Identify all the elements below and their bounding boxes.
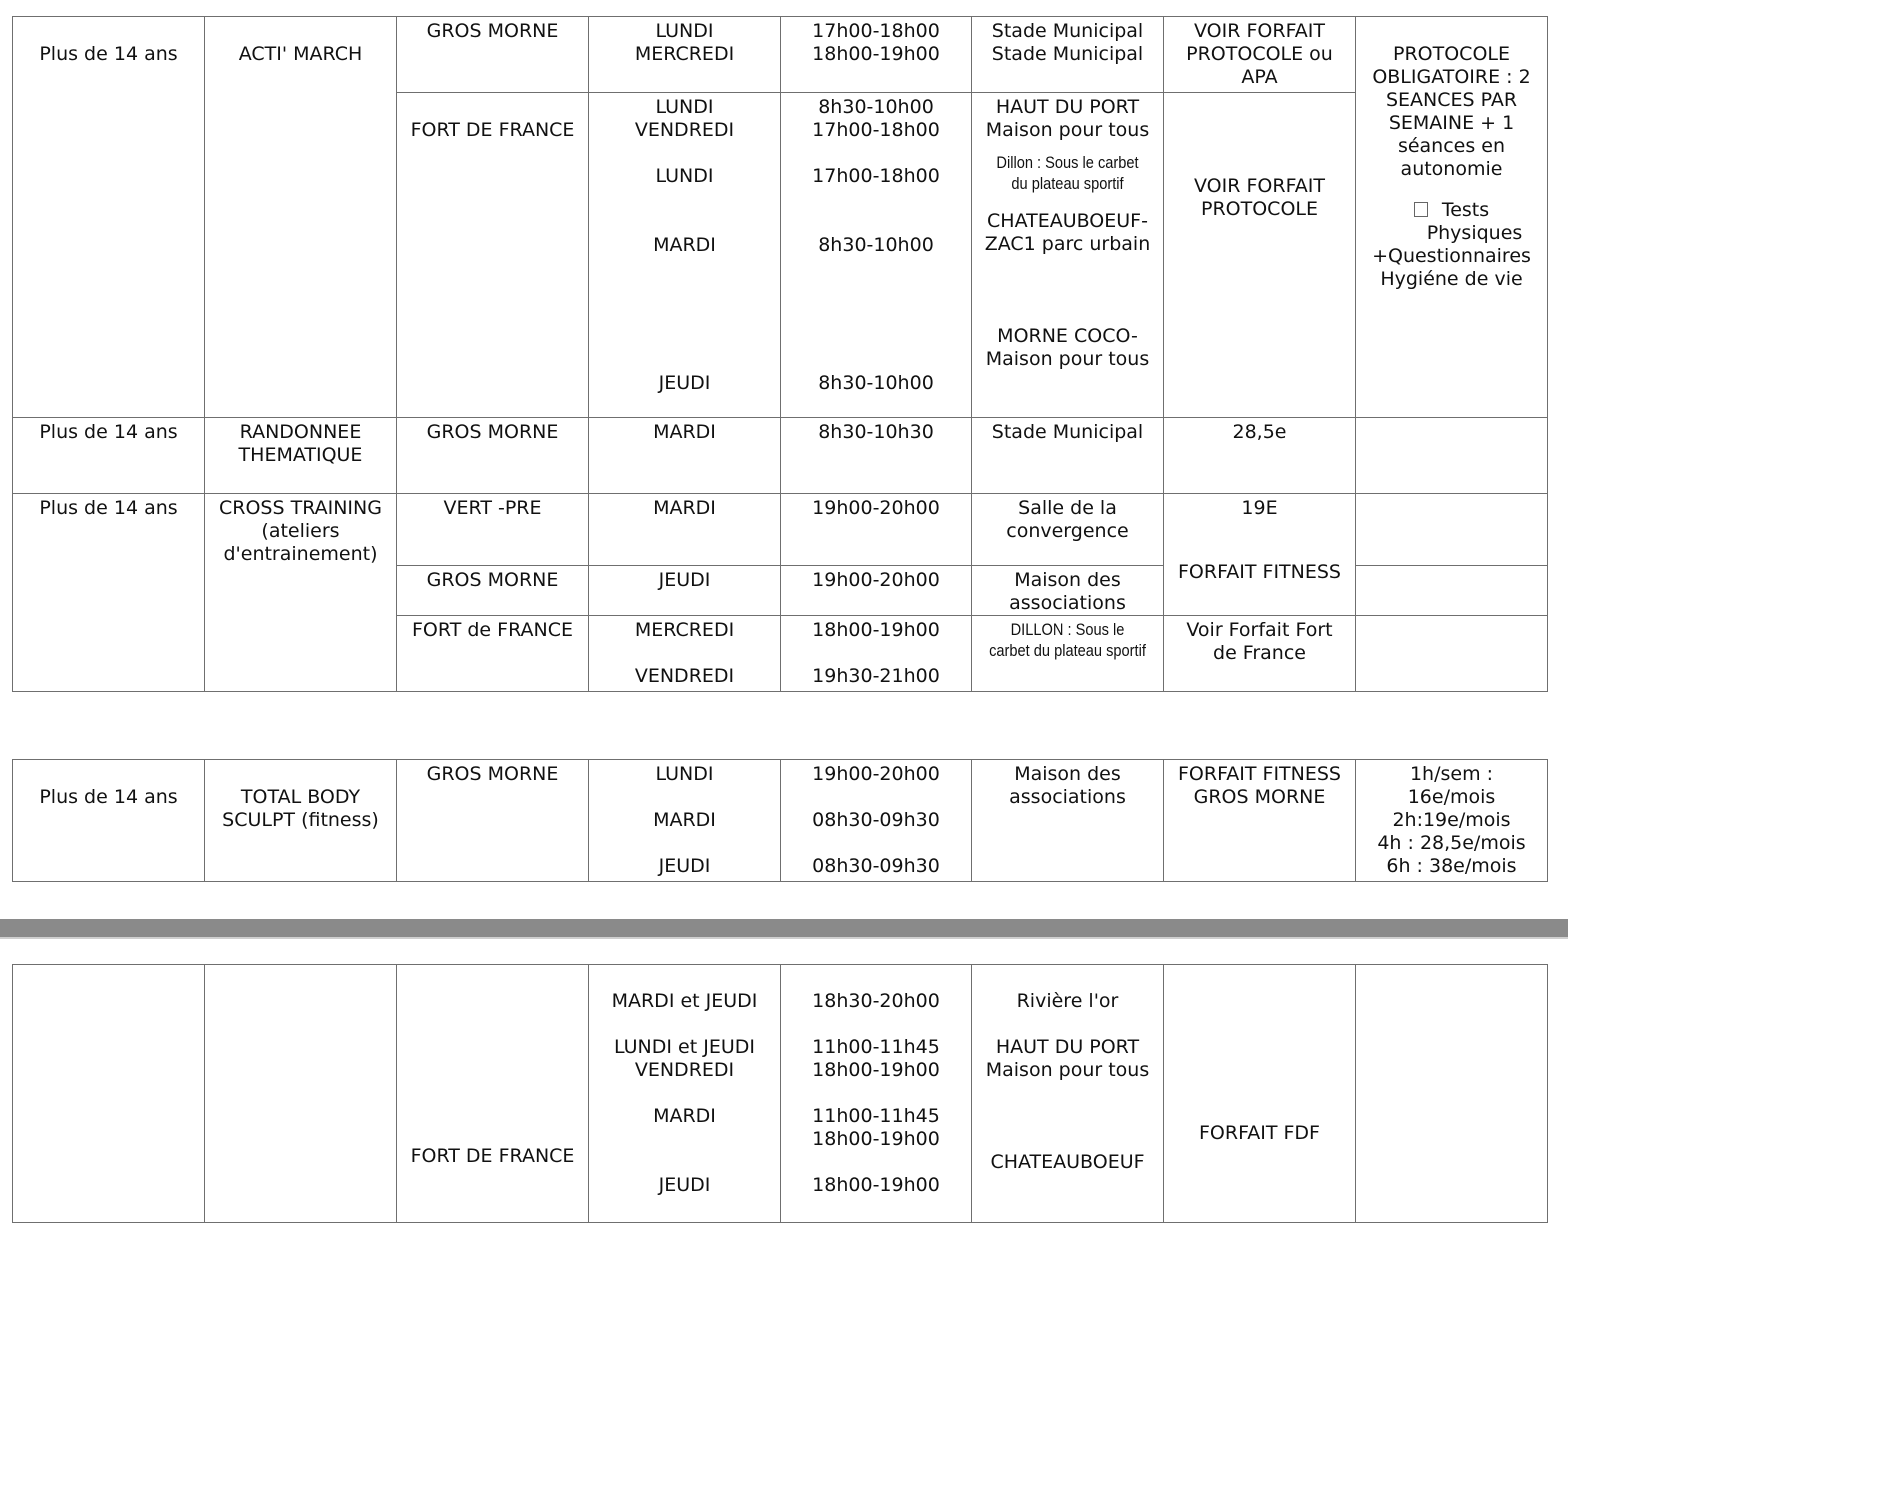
day-cell <box>589 17 781 93</box>
price-cell <box>1164 616 1356 692</box>
time-label: 8h30-10h00 <box>818 372 934 394</box>
schedule-table-1 <box>12 16 1548 692</box>
time-cell <box>781 418 972 494</box>
place-cell <box>972 93 1164 418</box>
activity-cell <box>205 17 397 418</box>
activity-cell <box>205 418 397 494</box>
notes-cell <box>1356 494 1548 566</box>
activity-cell <box>205 965 397 1223</box>
time-label: 19h00-20h00 <box>812 569 940 591</box>
activity-label: CROSS TRAINING <box>219 497 382 519</box>
city-cell <box>397 418 589 494</box>
place-label: ZAC1 parc urbain <box>984 233 1151 255</box>
time-label: 8h30-10h00 <box>818 234 934 256</box>
price-cell <box>1164 494 1356 616</box>
place-cell <box>972 965 1164 1223</box>
time-label: 08h30-09h30 <box>812 855 940 877</box>
place-label: Maison pour tous <box>985 348 1150 370</box>
day-label: MARDI <box>653 1105 716 1127</box>
city-label: FORT DE FRANCE <box>410 119 575 141</box>
city-label: FORT de FRANCE <box>412 619 573 641</box>
price-cell <box>1164 418 1356 494</box>
place-label: Stade Municipal <box>991 421 1144 443</box>
place-label: Stade Municipal <box>991 43 1144 65</box>
time-label: 11h00-11h45 <box>812 1105 940 1127</box>
age-label: Plus de 14 ans <box>39 497 178 519</box>
price-label: 19E <box>1241 497 1278 519</box>
place-label: Maison des <box>1014 763 1121 785</box>
table-row <box>13 494 1548 566</box>
activity-label: TOTAL BODY <box>240 786 361 808</box>
price-cell <box>1164 93 1356 418</box>
schedule-table-2 <box>12 759 1548 882</box>
day-label: LUNDI <box>655 20 714 42</box>
city-label: GROS MORNE <box>426 20 559 42</box>
time-label: 19h00-20h00 <box>812 497 940 519</box>
day-label: LUNDI <box>655 165 714 187</box>
day-cell <box>589 494 781 566</box>
place-label: Maison des <box>1014 569 1121 591</box>
place-label: du plateau sportif <box>1011 174 1124 193</box>
price-label: VOIR FORFAIT <box>1194 20 1325 42</box>
price-label: APA <box>1241 66 1278 88</box>
activity-label: RANDONNEE <box>239 421 362 443</box>
activity-label: (ateliers <box>261 520 340 542</box>
price-label: Voir Forfait Fort <box>1186 619 1333 641</box>
city-cell <box>397 566 589 616</box>
city-cell <box>397 965 589 1223</box>
place-label: Stade Municipal <box>991 20 1144 42</box>
notes-cell <box>1356 616 1548 692</box>
place-cell <box>972 418 1164 494</box>
notes-cell <box>1356 566 1548 616</box>
notes-line: OBLIGATOIRE : 2 <box>1372 66 1531 88</box>
place-label: Dillon : Sous le carbet <box>996 153 1139 172</box>
notes-line: autonomie <box>1400 158 1503 180</box>
day-label: VENDREDI <box>634 1059 735 1081</box>
time-label: 11h00-11h45 <box>812 1036 940 1058</box>
place-label: HAUT DU PORT <box>995 1036 1140 1058</box>
price-cell <box>1164 760 1356 882</box>
price-cell <box>1164 17 1356 93</box>
day-label: MARDI <box>653 809 716 831</box>
notes-line: SEANCES PAR <box>1385 89 1518 111</box>
price-label: FORFAIT FITNESS <box>1178 763 1341 785</box>
activity-cell <box>205 494 397 692</box>
day-label: JEUDI <box>658 855 711 877</box>
age-label: Plus de 14 ans <box>39 421 178 443</box>
notes-line: SEMAINE + 1 <box>1388 112 1515 134</box>
price-label: FORFAIT FDF <box>1198 1122 1320 1144</box>
table-row <box>13 418 1548 494</box>
place-label: Rivière l'or <box>1016 990 1119 1012</box>
notes-cell <box>1356 17 1548 418</box>
rates-cell <box>1356 760 1548 882</box>
day-label: MARDI <box>653 421 716 443</box>
time-cell <box>781 17 972 93</box>
notes-line: Physiques <box>1426 222 1523 244</box>
time-label: 18h00-19h00 <box>812 43 940 65</box>
day-label: MARDI <box>653 234 716 256</box>
age-cell <box>13 760 205 882</box>
time-cell <box>781 616 972 692</box>
time-cell <box>781 566 972 616</box>
place-cell <box>972 17 1164 93</box>
place-label: associations <box>1009 592 1126 614</box>
place-label: carbet du plateau sportif <box>989 641 1146 660</box>
activity-cell <box>205 760 397 882</box>
time-label: 17h00-18h00 <box>812 119 940 141</box>
day-cell <box>589 965 781 1223</box>
notes-line: séances en <box>1397 135 1506 157</box>
activity-label: THEMATIQUE <box>238 444 363 466</box>
day-label: VENDREDI <box>634 665 735 687</box>
notes-cell <box>1356 418 1548 494</box>
time-label: 8h30-10h30 <box>818 421 934 443</box>
place-cell <box>972 616 1164 692</box>
day-label: MARDI <box>653 497 716 519</box>
notes-line <box>1360 199 1543 222</box>
rate-label: 16e/mois <box>1407 786 1496 808</box>
time-label: 17h00-18h00 <box>812 165 940 187</box>
rate-label: 4h : 28,5e/mois <box>1377 832 1526 854</box>
place-label: Maison pour tous <box>985 1059 1150 1081</box>
price-cell <box>1164 965 1356 1223</box>
notes-line: Hygiéne de vie <box>1380 268 1523 290</box>
table-row <box>13 760 1548 882</box>
age-cell <box>13 17 205 418</box>
rate-label: 1h/sem : <box>1409 763 1494 785</box>
day-label: LUNDI <box>655 763 714 785</box>
price-label: FORFAIT FITNESS <box>1178 561 1341 583</box>
day-label: VENDREDI <box>634 119 735 141</box>
place-label: convergence <box>1006 520 1129 542</box>
city-label: VERT -PRE <box>443 497 542 519</box>
age-cell <box>13 418 205 494</box>
place-cell <box>972 494 1164 566</box>
place-label: HAUT DU PORT <box>995 96 1140 118</box>
age-label: Plus de 14 ans <box>39 43 178 65</box>
time-label: 18h00-19h00 <box>812 1174 940 1196</box>
city-cell <box>397 616 589 692</box>
page-separator <box>0 919 1568 939</box>
activity-label: SCULPT (fitness) <box>222 809 379 831</box>
place-label: MORNE COCO- <box>997 325 1138 347</box>
city-label: GROS MORNE <box>426 569 559 591</box>
schedule-table-3 <box>12 964 1548 1223</box>
table-row <box>13 965 1548 1223</box>
place-label: Salle de la <box>1018 497 1117 519</box>
time-label: 18h30-20h00 <box>812 990 940 1012</box>
day-cell <box>589 93 781 418</box>
notes-line: +Questionnaires <box>1372 245 1531 267</box>
place-label: CHATEAUBOEUF- <box>987 210 1148 232</box>
notes-text: Tests <box>1441 199 1490 221</box>
place-label: Maison pour tous <box>985 119 1150 141</box>
day-cell <box>589 760 781 882</box>
place-label: CHATEAUBOEUF <box>990 1151 1145 1173</box>
city-cell <box>397 93 589 418</box>
price-label: PROTOCOLE ou <box>1186 43 1333 65</box>
time-cell <box>781 93 972 418</box>
day-label: JEUDI <box>658 1174 711 1196</box>
notes-cell <box>1356 965 1548 1223</box>
notes-line: PROTOCOLE <box>1393 43 1510 65</box>
day-label: LUNDI <box>655 96 714 118</box>
time-cell <box>781 494 972 566</box>
time-label: 18h00-19h00 <box>812 1059 940 1081</box>
day-label: MERCREDI <box>634 43 735 65</box>
day-label: JEUDI <box>658 569 711 591</box>
time-label: 18h00-19h00 <box>812 619 940 641</box>
day-cell <box>589 418 781 494</box>
rate-label: 2h:19e/mois <box>1392 809 1511 831</box>
age-label: Plus de 14 ans <box>39 786 178 808</box>
place-label: associations <box>1009 786 1126 808</box>
day-cell <box>589 566 781 616</box>
table-row <box>13 17 1548 93</box>
city-label: FORT DE FRANCE <box>410 1145 575 1167</box>
place-label: DILLON : Sous le <box>1010 620 1125 639</box>
checkbox-glyph-icon <box>1414 202 1428 217</box>
time-label: 08h30-09h30 <box>812 809 940 831</box>
place-cell <box>972 760 1164 882</box>
city-label: GROS MORNE <box>426 763 559 785</box>
day-label: MARDI et JEUDI <box>611 990 758 1012</box>
city-cell <box>397 494 589 566</box>
day-label: MERCREDI <box>634 619 735 641</box>
age-cell <box>13 965 205 1223</box>
price-label: VOIR FORFAIT <box>1194 175 1325 197</box>
time-label: 19h30-21h00 <box>812 665 940 687</box>
day-cell <box>589 616 781 692</box>
activity-label: d'entrainement) <box>223 543 378 565</box>
time-label: 19h00-20h00 <box>812 763 940 785</box>
price-label: PROTOCOLE <box>1201 198 1318 220</box>
activity-label: ACTI' MARCH <box>238 43 363 65</box>
day-label: LUNDI et JEUDI <box>614 1036 755 1058</box>
rate-label: 6h : 38e/mois <box>1386 855 1517 877</box>
price-label: 28,5e <box>1232 421 1287 443</box>
time-cell <box>781 965 972 1223</box>
price-label: GROS MORNE <box>1193 786 1326 808</box>
time-label: 8h30-10h00 <box>818 96 934 118</box>
time-label: 18h00-19h00 <box>812 1128 940 1150</box>
time-label: 17h00-18h00 <box>812 20 940 42</box>
city-cell <box>397 760 589 882</box>
age-cell <box>13 494 205 692</box>
price-label: de France <box>1213 642 1306 664</box>
place-cell <box>972 566 1164 616</box>
day-label: JEUDI <box>658 372 711 394</box>
city-cell <box>397 17 589 93</box>
time-cell <box>781 760 972 882</box>
city-label: GROS MORNE <box>426 421 559 443</box>
